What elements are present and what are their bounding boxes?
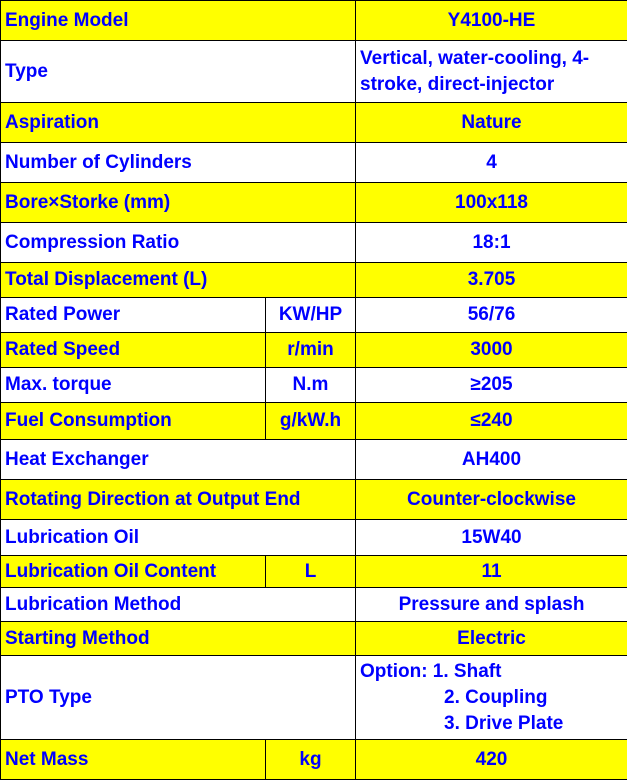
spec-row-rotating-direction <box>1 480 627 520</box>
spec-row-engine-model <box>1 1 627 41</box>
spec-row-net-mass <box>1 740 627 780</box>
spec-value: ≥205 <box>356 368 627 403</box>
spec-label: Engine Model <box>1 1 356 41</box>
spec-value: 3000 <box>356 333 627 368</box>
spec-label: Fuel Consumption <box>1 403 266 440</box>
spec-value: 100x118 <box>356 183 627 223</box>
spec-row-lubrication-oil <box>1 520 627 556</box>
pto-option-line: 2. Coupling <box>360 685 623 711</box>
spec-value: Pressure and splash <box>356 588 627 622</box>
spec-label: Compression Ratio <box>1 223 356 263</box>
spec-label: Starting Method <box>1 622 356 656</box>
pto-option-line: 3. Drive Plate <box>360 711 623 737</box>
spec-label: Lubrication Oil Content <box>1 556 266 588</box>
spec-value: 56/76 <box>356 298 627 333</box>
spec-label: Aspiration <box>1 103 356 143</box>
spec-value: 15W40 <box>356 520 627 556</box>
spec-label: Type <box>1 41 356 103</box>
spec-row-pto-type <box>1 656 627 740</box>
spec-label: Total Displacement (L) <box>1 263 356 298</box>
spec-row-type <box>1 41 627 103</box>
spec-label: Net Mass <box>1 740 266 780</box>
spec-row-total-displacement <box>1 263 627 298</box>
spec-value: 3.705 <box>356 263 627 298</box>
spec-value: Electric <box>356 622 627 656</box>
spec-unit: g/kW.h <box>266 403 356 440</box>
spec-unit: KW/HP <box>266 298 356 333</box>
spec-row-number-of-cylinders <box>1 143 627 183</box>
spec-label: Number of Cylinders <box>1 143 356 183</box>
spec-unit: N.m <box>266 368 356 403</box>
spec-label: Lubrication Oil <box>1 520 356 556</box>
spec-value: 11 <box>356 556 627 588</box>
spec-value: Y4100-HE <box>356 1 627 41</box>
spec-label: Heat Exchanger <box>1 440 356 480</box>
spec-row-aspiration <box>1 103 627 143</box>
spec-value: Vertical, water-cooling, 4-stroke, direct-injector <box>356 41 627 103</box>
spec-row-rated-speed <box>1 333 627 368</box>
spec-row-lubrication-method <box>1 588 627 622</box>
spec-row-lubrication-oil-content <box>1 556 627 588</box>
spec-row-max-torque <box>1 368 627 403</box>
spec-row-compression-ratio <box>1 223 627 263</box>
spec-unit: r/min <box>266 333 356 368</box>
spec-row-heat-exchanger <box>1 440 627 480</box>
spec-value: Counter-clockwise <box>356 480 627 520</box>
spec-label: Bore×Storke (mm) <box>1 183 356 223</box>
spec-label: PTO Type <box>1 656 356 740</box>
spec-row-fuel-consumption <box>1 403 627 440</box>
spec-value: ≤240 <box>356 403 627 440</box>
spec-value <box>356 656 627 740</box>
spec-label: Rated Speed <box>1 333 266 368</box>
spec-row-starting-method <box>1 622 627 656</box>
spec-label: Rated Power <box>1 298 266 333</box>
spec-value: 18:1 <box>356 223 627 263</box>
spec-value: 420 <box>356 740 627 780</box>
spec-row-bore-stroke <box>1 183 627 223</box>
spec-value: Nature <box>356 103 627 143</box>
spec-value: 4 <box>356 143 627 183</box>
spec-unit: L <box>266 556 356 588</box>
pto-option-line: Option: 1. Shaft <box>360 659 623 685</box>
spec-unit: kg <box>266 740 356 780</box>
spec-label: Lubrication Method <box>1 588 356 622</box>
spec-label: Max. torque <box>1 368 266 403</box>
spec-label: Rotating Direction at Output End <box>1 480 356 520</box>
spec-row-rated-power <box>1 298 627 333</box>
spec-value: AH400 <box>356 440 627 480</box>
